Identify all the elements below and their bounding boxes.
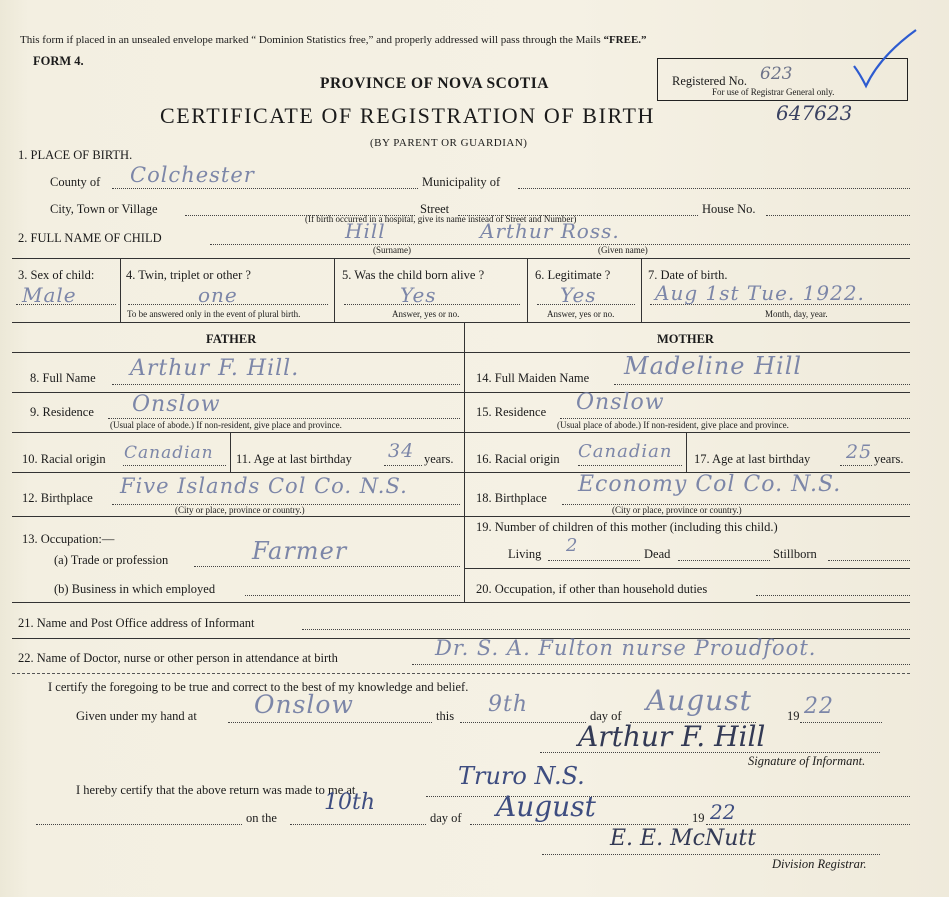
father-age-value: 34 — [388, 440, 415, 462]
mother-birthplace-note: (City or place, province or country.) — [612, 505, 742, 515]
father-heading: FATHER — [206, 332, 257, 346]
father-birthplace-label: 12. Birthplace — [22, 491, 93, 505]
mother-residence-value: Onslow — [576, 390, 665, 415]
certificate-title: CERTIFICATE OF REGISTRATION OF BIRTH — [160, 103, 655, 128]
children-label: 19. Number of children of this mother (including this child.) — [476, 520, 778, 534]
registered-number: 623 — [760, 64, 793, 84]
mother-age-label: 17. Age at last birthday — [694, 452, 811, 466]
father-birthplace-note: (City or place, province or country.) — [175, 505, 305, 515]
mother-racial-label: 16. Racial origin — [476, 452, 560, 466]
stillborn-label: Stillborn — [773, 547, 817, 561]
registrar-statement: I hereby certify that the above return was made to me at — [76, 783, 356, 797]
cert-year-prefix: 19 — [787, 709, 800, 723]
cert-day-of: day of — [590, 709, 622, 723]
this-label: this — [436, 709, 455, 723]
city-label: City, Town or Village — [50, 202, 158, 216]
mother-heading: MOTHER — [657, 332, 714, 346]
sex-label: 3. Sex of child: — [18, 268, 95, 282]
legitimate-value: Yes — [560, 283, 597, 307]
mail-notice — [20, 34, 647, 46]
mother-birthplace-value: Economy Col Co. N.S. — [578, 472, 842, 497]
registrar-month-value: August — [496, 790, 596, 823]
mother-age-value: 25 — [846, 441, 873, 463]
attendant-label: 22. Name of Doctor, nurse or other person in attendance at birth — [18, 651, 338, 665]
legitimate-note: Answer, yes or no. — [547, 309, 615, 319]
municipality-label: Municipality of — [422, 175, 501, 189]
trade-value: Farmer — [252, 537, 348, 565]
division-registrar-label: Division Registrar. — [772, 857, 867, 871]
legitimate-label: 6. Legitimate ? — [535, 268, 611, 282]
form-number: FORM 4. — [33, 54, 84, 68]
father-name-value: Arthur F. Hill. — [130, 356, 300, 381]
father-residence-label: 9. Residence — [30, 405, 94, 419]
mother-residence-note: (Usual place of abode.) If non-resident, give place and province. — [557, 420, 789, 430]
check-mark-icon — [850, 26, 920, 92]
child-given-value: Arthur Ross. — [480, 219, 620, 243]
registrar-year-value: 22 — [710, 800, 736, 824]
informant-signature: Arthur F. Hill — [578, 720, 766, 753]
child-surname-value: Hill — [345, 219, 386, 243]
given-under-label: Given under my hand at — [76, 709, 197, 723]
registered-label: Registered No. — [672, 74, 747, 88]
place-of-birth-heading: 1. PLACE OF BIRTH. — [18, 148, 133, 162]
father-residence-note: (Usual place of abode.) If non-resident, give place and province. — [110, 420, 342, 430]
registrar-year-prefix: 19 — [692, 811, 705, 825]
mail-notice-text: This form if placed in an unsealed envelope marked “ Dominion Statistics free,” and properly addressed will pass through the Mails — [20, 34, 601, 46]
father-residence-value: Onslow — [132, 392, 221, 417]
child-name-label: 2. FULL NAME OF CHILD — [18, 231, 162, 245]
cert-year-value: 22 — [804, 694, 834, 719]
surname-label: (Surname) — [373, 245, 411, 255]
registrar-signature: E. E. McNutt — [610, 826, 757, 851]
cert-place-value: Onslow — [254, 690, 354, 719]
stamp-number: 647623 — [776, 101, 853, 125]
sex-value: Male — [22, 283, 77, 307]
mother-name-label: 14. Full Maiden Name — [476, 371, 590, 385]
living-label: Living — [508, 547, 542, 561]
mail-notice-free: “FREE.” — [603, 34, 647, 46]
informant-label: 21. Name and Post Office address of Informant — [18, 616, 255, 630]
born-alive-value: Yes — [400, 283, 437, 307]
born-alive-note: Answer, yes or no. — [392, 309, 460, 319]
registrar-day-value: 10th — [324, 790, 376, 815]
registrar-day-of: day of — [430, 811, 462, 825]
dead-label: Dead — [644, 547, 671, 561]
trade-label: (a) Trade or profession — [54, 553, 169, 567]
mother-name-value: Madeline Hill — [624, 352, 803, 380]
father-birthplace-value: Five Islands Col Co. N.S. — [120, 474, 408, 498]
province-heading: PROVINCE OF NOVA SCOTIA — [320, 75, 549, 92]
father-name-label: 8. Full Name — [30, 371, 96, 385]
signature-informant-label: Signature of Informant. — [748, 754, 866, 768]
business-label: (b) Business in which employed — [54, 582, 216, 596]
father-years: years. — [424, 452, 454, 466]
cert-month-value: August — [646, 684, 752, 717]
hospital-note: (If birth occurred in a hospital, give its name instead of Street and Number) — [305, 214, 577, 224]
mother-years: years. — [874, 452, 904, 466]
twin-value: one — [198, 283, 238, 307]
father-age-label: 11. Age at last birthday — [236, 452, 352, 466]
born-alive-label: 5. Was the child born alive ? — [342, 268, 485, 282]
county-label: County of — [50, 175, 101, 189]
county-value: Colchester — [130, 163, 255, 187]
attendant-value: Dr. S. A. Fulton nurse Proudfoot. — [435, 636, 817, 660]
date-of-birth-value: Aug 1st Tue. 1922. — [655, 281, 865, 305]
living-value: 2 — [566, 535, 579, 556]
certify-statement: I certify the foregoing to be true and correct to the best of my knowledge and belief. — [48, 680, 469, 694]
certificate-subtitle: (BY PARENT OR GUARDIAN) — [370, 137, 528, 149]
date-of-birth-label: 7. Date of birth. — [648, 268, 728, 282]
father-racial-label: 10. Racial origin — [22, 452, 106, 466]
twin-note: To be answered only in the event of plural birth. — [127, 309, 301, 319]
mother-racial-value: Canadian — [578, 441, 673, 462]
father-racial-value: Canadian — [124, 443, 214, 463]
occupation-label: 13. Occupation:— — [22, 532, 115, 546]
on-the-label: on the — [246, 811, 277, 825]
mother-occupation-label: 20. Occupation, if other than household duties — [476, 582, 708, 596]
cert-day-value: 9th — [488, 692, 529, 717]
registrar-place-value: Truro N.S. — [458, 762, 585, 790]
mother-birthplace-label: 18. Birthplace — [476, 491, 547, 505]
twin-label: 4. Twin, triplet or other ? — [126, 268, 251, 282]
mother-residence-label: 15. Residence — [476, 405, 547, 419]
street-label: Street — [420, 202, 450, 216]
house-label: House No. — [702, 202, 756, 216]
date-of-birth-note: Month, day, year. — [765, 309, 828, 319]
registered-note: For use of Registrar General only. — [712, 87, 835, 97]
given-name-label: (Given name) — [598, 245, 648, 255]
